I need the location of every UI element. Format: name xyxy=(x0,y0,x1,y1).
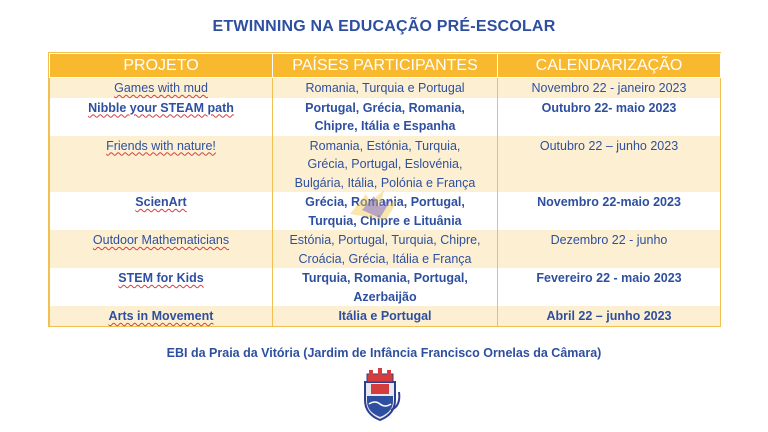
schedule-cell: Fevereiro 22 - maio 2023 xyxy=(498,268,721,306)
schedule-cell: Novembro 22 - janeiro 2023 xyxy=(498,78,721,98)
countries-cell xyxy=(273,136,498,193)
countries-line: Itália e Portugal xyxy=(338,309,432,323)
project-name: STEM for Kids xyxy=(118,271,204,285)
school-crest-icon xyxy=(355,366,405,422)
project-name: Arts in Movement xyxy=(108,309,214,323)
countries-cell xyxy=(273,230,498,268)
countries-line: Romania, Turquia e Portugal xyxy=(305,81,465,95)
countries-line: Turquia, Romania, Portugal, xyxy=(302,271,468,285)
project-name-cell xyxy=(50,78,273,98)
school-name: EBI da Praia da Vitória (Jardim de Infância Francisco Ornelas da Câmara) xyxy=(166,346,602,360)
countries-line: Estónia, Portugal, Turquia, Chipre, xyxy=(289,233,481,247)
countries-cell xyxy=(273,268,498,306)
countries-line: Romania, Estónia, Turquia, xyxy=(309,138,461,153)
project-name: Outdoor Mathematicians xyxy=(92,233,230,247)
schedule-cell: Abril 22 – junho 2023 xyxy=(498,306,721,326)
countries-cell xyxy=(273,306,498,326)
page-title: ETWINNING NA EDUCAÇÃO PRÉ-ESCOLAR xyxy=(212,18,556,35)
table-header-row xyxy=(50,54,721,78)
table-row xyxy=(50,268,721,306)
countries-line: Azerbaijão xyxy=(353,289,417,304)
table-row xyxy=(50,78,721,98)
header-paises: PAÍSES PARTICIPANTES xyxy=(273,54,498,78)
schedule-cell: Outubro 22- maio 2023 xyxy=(498,98,721,136)
project-name-cell xyxy=(50,268,273,306)
countries-line: Portugal, Grécia, Romania, xyxy=(305,100,465,115)
countries-line: Chipre, Itália e Espanha xyxy=(314,119,456,133)
project-name: ScienArt xyxy=(135,195,187,209)
project-name-cell xyxy=(50,192,273,230)
countries-line: Grécia, Portugal, Eslovénia, xyxy=(307,157,463,171)
countries-cell xyxy=(273,78,498,98)
schedule-cell: Dezembro 22 - junho xyxy=(498,230,721,268)
schedule-cell: Novembro 22-maio 2023 xyxy=(498,192,721,230)
project-name: Nibble your STEAM path xyxy=(88,100,234,115)
countries-line: Grécia, Romania, Portugal, xyxy=(305,195,465,209)
table-row xyxy=(50,98,721,136)
countries-cell xyxy=(273,98,498,136)
countries-line: Turquia, Chipre e Lituânia xyxy=(308,213,462,228)
project-name-cell xyxy=(50,136,273,193)
project-name: Games with mud xyxy=(114,81,208,95)
header-projeto: PROJETO xyxy=(50,54,273,78)
table-row xyxy=(50,306,721,326)
project-name-cell xyxy=(50,306,273,326)
header-calendarizacao: CALENDARIZAÇÃO xyxy=(498,54,721,78)
etwinning-logo-icon xyxy=(340,188,410,226)
table-row xyxy=(50,136,721,193)
countries-line: Bulgária, Itália, Polónia e França xyxy=(294,175,476,190)
project-name-cell xyxy=(50,230,273,268)
schedule-cell: Outubro 22 – junho 2023 xyxy=(498,136,721,193)
countries-line: Croácia, Grécia, Itália e França xyxy=(298,251,472,266)
table-row xyxy=(50,230,721,268)
project-name: Friends with nature! xyxy=(106,138,216,153)
project-name-cell xyxy=(50,98,273,136)
